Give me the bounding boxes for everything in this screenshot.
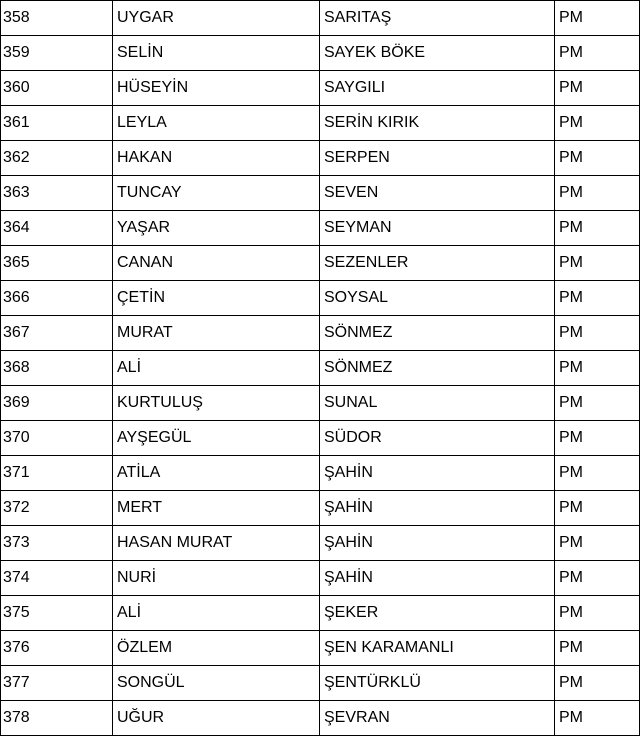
row-number-cell: 368: [1, 351, 113, 386]
table-row: [1, 561, 640, 596]
surname-cell: SÖNMEZ: [320, 316, 555, 351]
row-number-cell: 362: [1, 141, 113, 176]
title-cell: PM: [555, 316, 640, 351]
table-row: [1, 631, 640, 666]
row-number-cell: 373: [1, 526, 113, 561]
row-number-cell: 360: [1, 71, 113, 106]
row-number-cell: 361: [1, 106, 113, 141]
table-row: [1, 491, 640, 526]
row-number-cell: 375: [1, 596, 113, 631]
first-name-cell: ÖZLEM: [113, 631, 320, 666]
surname-cell: ŞAHİN: [320, 491, 555, 526]
first-name-cell: YAŞAR: [113, 211, 320, 246]
first-name-cell: HÜSEYİN: [113, 71, 320, 106]
table-row: [1, 246, 640, 281]
first-name-cell: UYGAR: [113, 1, 320, 36]
table-row: [1, 176, 640, 211]
title-cell: PM: [555, 561, 640, 596]
first-name-cell: TUNCAY: [113, 176, 320, 211]
title-cell: PM: [555, 491, 640, 526]
first-name-cell: HAKAN: [113, 141, 320, 176]
surname-cell: SEVEN: [320, 176, 555, 211]
table-row: [1, 1, 640, 36]
first-name-cell: CANAN: [113, 246, 320, 281]
first-name-cell: MERT: [113, 491, 320, 526]
first-name-cell: ALİ: [113, 596, 320, 631]
first-name-cell: KURTULUŞ: [113, 386, 320, 421]
row-number-cell: 358: [1, 1, 113, 36]
row-number-cell: 364: [1, 211, 113, 246]
table-row: [1, 666, 640, 701]
surname-cell: SAYEK BÖKE: [320, 36, 555, 71]
title-cell: PM: [555, 211, 640, 246]
table-row: [1, 456, 640, 491]
first-name-cell: ATİLA: [113, 456, 320, 491]
member-table-body: [1, 1, 640, 736]
surname-cell: ŞEN KARAMANLI: [320, 631, 555, 666]
surname-cell: ŞEKER: [320, 596, 555, 631]
surname-cell: SAYGILI: [320, 71, 555, 106]
title-cell: PM: [555, 281, 640, 316]
table-row: [1, 71, 640, 106]
table-row: [1, 526, 640, 561]
first-name-cell: LEYLA: [113, 106, 320, 141]
surname-cell: SARITAŞ: [320, 1, 555, 36]
title-cell: PM: [555, 421, 640, 456]
title-cell: PM: [555, 631, 640, 666]
table-row: [1, 141, 640, 176]
row-number-cell: 369: [1, 386, 113, 421]
first-name-cell: MURAT: [113, 316, 320, 351]
title-cell: PM: [555, 106, 640, 141]
table-row: [1, 421, 640, 456]
surname-cell: ŞEVRAN: [320, 701, 555, 736]
table-row: [1, 596, 640, 631]
surname-cell: SEZENLER: [320, 246, 555, 281]
row-number-cell: 378: [1, 701, 113, 736]
title-cell: PM: [555, 596, 640, 631]
first-name-cell: AYŞEGÜL: [113, 421, 320, 456]
title-cell: PM: [555, 1, 640, 36]
row-number-cell: 376: [1, 631, 113, 666]
table-row: [1, 281, 640, 316]
table-row: [1, 36, 640, 71]
first-name-cell: UĞUR: [113, 701, 320, 736]
table-row: [1, 211, 640, 246]
title-cell: PM: [555, 456, 640, 491]
row-number-cell: 365: [1, 246, 113, 281]
table-row: [1, 106, 640, 141]
row-number-cell: 363: [1, 176, 113, 211]
title-cell: PM: [555, 701, 640, 736]
title-cell: PM: [555, 176, 640, 211]
title-cell: PM: [555, 386, 640, 421]
row-number-cell: 359: [1, 36, 113, 71]
first-name-cell: NURİ: [113, 561, 320, 596]
surname-cell: SERİN KIRIK: [320, 106, 555, 141]
table-row: [1, 351, 640, 386]
surname-cell: ŞENTÜRKLÜ: [320, 666, 555, 701]
row-number-cell: 370: [1, 421, 113, 456]
first-name-cell: SELİN: [113, 36, 320, 71]
surname-cell: ŞAHİN: [320, 456, 555, 491]
row-number-cell: 371: [1, 456, 113, 491]
title-cell: PM: [555, 526, 640, 561]
surname-cell: SUNAL: [320, 386, 555, 421]
row-number-cell: 366: [1, 281, 113, 316]
row-number-cell: 374: [1, 561, 113, 596]
row-number-cell: 372: [1, 491, 113, 526]
first-name-cell: ALİ: [113, 351, 320, 386]
table-row: [1, 386, 640, 421]
title-cell: PM: [555, 141, 640, 176]
row-number-cell: 377: [1, 666, 113, 701]
title-cell: PM: [555, 36, 640, 71]
surname-cell: SOYSAL: [320, 281, 555, 316]
surname-cell: ŞAHİN: [320, 561, 555, 596]
surname-cell: SERPEN: [320, 141, 555, 176]
surname-cell: SÖNMEZ: [320, 351, 555, 386]
surname-cell: SEYMAN: [320, 211, 555, 246]
first-name-cell: ÇETİN: [113, 281, 320, 316]
surname-cell: ŞAHİN: [320, 526, 555, 561]
first-name-cell: HASAN MURAT: [113, 526, 320, 561]
surname-cell: SÜDOR: [320, 421, 555, 456]
title-cell: PM: [555, 351, 640, 386]
table-row: [1, 701, 640, 736]
title-cell: PM: [555, 666, 640, 701]
table-row: [1, 316, 640, 351]
row-number-cell: 367: [1, 316, 113, 351]
title-cell: PM: [555, 246, 640, 281]
first-name-cell: SONGÜL: [113, 666, 320, 701]
title-cell: PM: [555, 71, 640, 106]
